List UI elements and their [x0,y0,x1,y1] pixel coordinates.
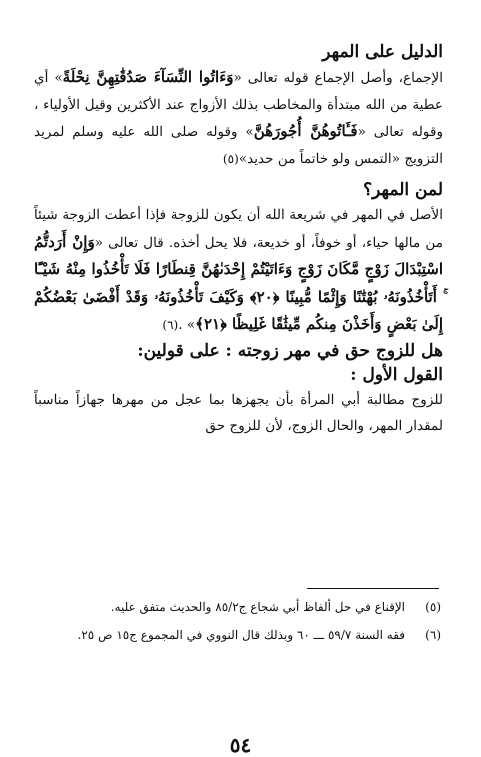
subheading-first-opinion: القول الأول : [350,364,443,385]
section-heading-evidence: الدليل على المهر [322,42,443,62]
evidence-text-3: » وقوله صلى الله عليه وسلم لمريد التزويج «التمس ولو خاتماً من حديد» [34,124,443,167]
quran-verse-3: وَإِنْ أَرَدتُّمُ اسْتِبْدَالَ زَوْجٍ مَّكَانَ زَوْجٍ وَءَاتَيْتُمْ إِحْدَىٰهُنَّ قِنطَارًا فَلَا تَأْخُذُوا مِنْهُ شَيْـًٔا ۚ أَتَأْخُذُونَهُۥ بُهْتَٰنًا وَإِثْمًا مُّبِينًا ﴿٢٠﴾ وَكَيْفَ تَأْخُذُونَهُۥ وَقَدْ أَفْضَىٰ بَعْضُكُمْ إِلَىٰ بَعْضٍ وَأَخَذْنَ مِنكُم مِّيثَٰقًا غَلِيظًا ﴿٢١﴾ [34,232,443,333]
footnote-text: الإقناع في حل ألفاظ أبي شجاع ج٨٥/٢ والحديث متفق عليه. [110,600,405,614]
paragraph-whose-dowry [34,202,443,339]
evidence-text-2: » أي عطية من الله مبتدأة والمخاطب بذلك الأزواج عند الأكثرين وقيل الأولياء ، وقوله تعالى « [34,70,444,140]
footnote-item [36,624,441,646]
footnote-item [36,596,441,618]
paragraph-first-opinion: للزوج مطالبة أبي المرأة بأن يجهزها بما عجل من مهرها جهازاً مناسباً لمقدار المهر، والحال الزوج، لأن للزوج حق [34,391,443,434]
footnote-ref-5[interactable]: (٥) [222,151,239,166]
footnote-number: (٦) [425,628,441,642]
quran-verse-2: فَـَٔاتُوهُنَّ أُجُورَهُنَّ [253,122,358,140]
section-heading-whose-dowry: لمن المهر؟ [363,180,443,200]
footnote-ref-6[interactable]: (٦) [162,318,179,332]
section-heading-husband-right: هل للزوج حق في مهر زوجته : على قولين: [137,340,443,361]
footnotes [36,596,441,652]
page-number: ٥٤ [229,733,252,757]
quran-verse-1: وَءَاتُوا النِّسَآءَ صَدُقَٰتِهِنَّ نِحْلَةً [62,68,234,86]
footnote-text: فقه السنة ٥٩/٧ ـــ ٦٠ وبذلك قال النووي في المجموع ج١٥ ص ٢٥. [77,628,405,642]
whose-dowry-text-1: الأصل في المهر في شريعة الله أن يكون للزوجة فإذا أعطت الزوجة شيئاً من مالها حياء، أو خوفاً، أو خديعة، فلا يحل أخذه. قال تعالى « [34,207,443,251]
footnote-number: (٥) [425,600,441,614]
footnote-divider [307,588,439,589]
whose-dowry-text-2: » . [178,317,196,333]
evidence-text-1: الإجماع، وأصل الإجماع قوله تعالى « [233,70,444,86]
paragraph-evidence [34,64,443,172]
